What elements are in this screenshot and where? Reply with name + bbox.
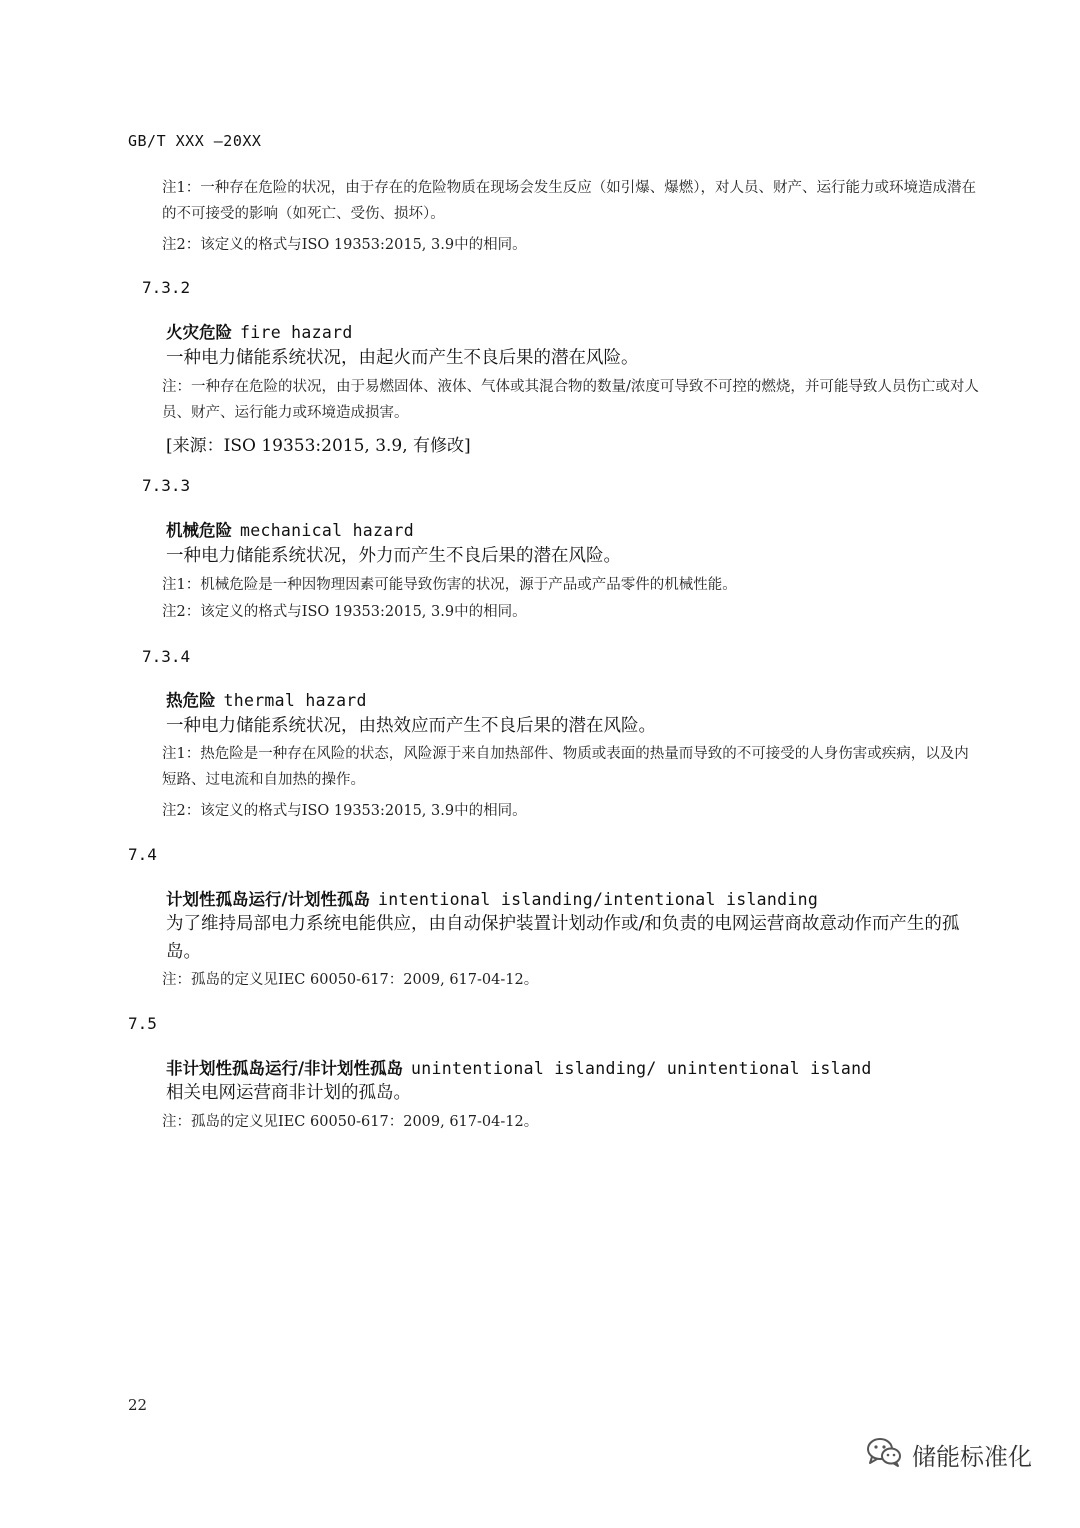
term-heading — [166, 687, 367, 711]
page-number: 22 — [128, 1396, 148, 1414]
term-zh: 机械危险 — [166, 521, 232, 540]
note: 注2：该定义的格式与ISO 19353:2015, 3.9中的相同。 — [162, 237, 527, 253]
definition: 一种电力储能系统状况，由起火而产生不良后果的潜在风险。 — [166, 348, 639, 368]
watermark — [866, 1436, 1032, 1472]
clause-number: 7.5 — [128, 1014, 157, 1033]
clause-number: 7.4 — [128, 845, 157, 864]
note: 注1：一种存在危险的状况，由于存在的危险物质在现场会发生反应（如引爆、爆燃），对人员、财产、运行能力或环境造成潜在的不可接受的影响（如死亡、受伤、损坏）。 — [162, 180, 976, 222]
term-en: thermal hazard — [223, 691, 367, 710]
definition: 一种电力储能系统状况，外力而产生不良后果的潜在风险。 — [166, 546, 621, 566]
definition: 一种电力储能系统状况，由热效应而产生不良后果的潜在风险。 — [166, 716, 656, 736]
term-en: fire hazard — [240, 323, 353, 342]
standard-code: GB/T XXX —20XX — [128, 132, 262, 150]
clause-number: 7.3.3 — [142, 476, 191, 495]
note: 注2：该定义的格式与ISO 19353:2015, 3.9中的相同。 — [162, 803, 527, 819]
wechat-icon — [866, 1436, 902, 1472]
definition: 相关电网运营商非计划的孤岛。 — [166, 1083, 411, 1103]
term-en: unintentional islanding/ unintentional island — [411, 1059, 872, 1078]
source-citation: [来源：ISO 19353:2015, 3.9, 有修改] — [166, 436, 471, 456]
note: 注1：热危险是一种存在风险的状态，风险源于来自加热部件、物质或表面的热量而导致的不可接受的人身伤害或疾病，以及内短路、过电流和自加热的操作。 — [162, 746, 969, 788]
definition: 为了维持局部电力系统电能供应，由自动保护装置计划动作或/和负责的电网运营商故意动作而产生的孤岛。 — [166, 914, 960, 962]
clause-number: 7.3.4 — [142, 647, 191, 666]
note: 注2：该定义的格式与ISO 19353:2015, 3.9中的相同。 — [162, 604, 527, 620]
note: 注：孤岛的定义见IEC 60050-617：2009, 617-04-12。 — [162, 1114, 539, 1130]
term-heading — [166, 517, 414, 541]
term-zh: 非计划性孤岛运行/非计划性孤岛 — [166, 1059, 404, 1078]
watermark-text: 储能标准化 — [912, 1442, 1032, 1471]
term-heading — [166, 1055, 872, 1079]
term-zh: 热危险 — [166, 691, 216, 710]
term-en: mechanical hazard — [240, 521, 414, 540]
term-en: intentional islanding/intentional islanding — [378, 890, 819, 909]
note: 注：一种存在危险的状况，由于易燃固体、液体、气体或其混合物的数量/浓度可导致不可控的燃烧，并可能导致人员伤亡或对人员、财产、运行能力或环境造成损害。 — [162, 379, 979, 421]
note: 注：孤岛的定义见IEC 60050-617：2009, 617-04-12。 — [162, 972, 539, 988]
term-heading — [166, 319, 353, 343]
term-zh: 火灾危险 — [166, 323, 232, 342]
note: 注1：机械危险是一种因物理因素可能导致伤害的状况，源于产品或产品零件的机械性能。 — [162, 577, 737, 593]
term-zh: 计划性孤岛运行/计划性孤岛 — [166, 890, 371, 909]
term-heading — [166, 886, 818, 910]
clause-number: 7.3.2 — [142, 278, 191, 297]
